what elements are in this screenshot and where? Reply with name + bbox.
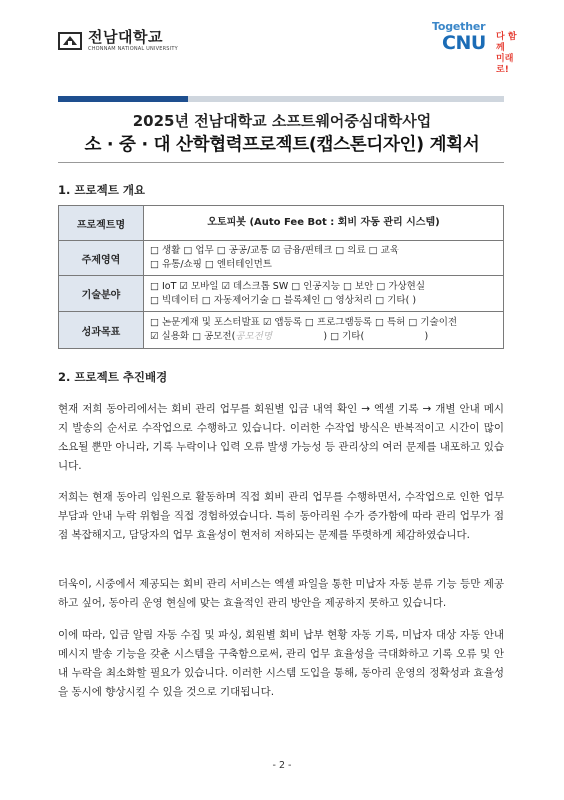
university-logo: [58, 30, 178, 52]
title-divider: [58, 162, 504, 163]
title-band: [58, 96, 504, 102]
university-english-name: CHONNAM NATIONAL UNIVERSITY: [88, 46, 178, 52]
tech-options-line-1: □ IoT ☑ 모바일 ☑ 데스크톱 SW □ 인공지능 □ 보안 □ 가상현실: [150, 280, 426, 292]
section-1-heading: 1. 프로젝트 개요: [58, 183, 146, 197]
slogan-together: Together: [432, 20, 486, 33]
goal-options-line-2b: ) □ 기타( ): [272, 331, 429, 342]
row-label-project-name: 프로젝트명: [59, 206, 144, 241]
topic-options-line-1: □ 생활 □ 업무 □ 공공/교통 ☑ 금융/핀테크 □ 의료 □ 교육: [150, 245, 400, 256]
table-row: [59, 276, 504, 312]
topic-options-line-2: □ 유통/쇼핑 □ 엔터테인먼트: [150, 259, 272, 270]
tech-options-line-2: □ 빅데이터 □ 자동제어기술 □ 블록체인 □ 영상처리 □ 기타( ): [150, 294, 417, 306]
university-name: 전남대학교: [88, 28, 163, 46]
slogan-line-1: 다 함께: [496, 32, 517, 53]
goal-options-line-2a: ☑ 실용화 □ 공모전(: [150, 331, 236, 342]
university-emblem-icon: [58, 30, 82, 52]
background-paragraph-4: 이에 따라, 입금 알림 자동 수집 및 파싱, 회원별 회비 납부 현황 자동 기록, 미납자 대상 자동 안내 메시지 발송 기능을 갖춘 시스템을 구축함으로써, 관리 업무 효율성을 극대화하고 기록 오류 및 안내 누락을 최소화할 필요가 있습니다. 이러한 시스템 도입을 통해, 동아리 운영의 정확성과 효율성을 동시에 향상시킬 수 있을 것으로 기대됩니다.: [58, 629, 504, 698]
slogan-logo: [432, 20, 522, 75]
row-label-goal: 성과목표: [59, 312, 144, 349]
page-header: [0, 0, 564, 80]
goal-options: [144, 312, 504, 349]
topic-area-options: [144, 241, 504, 276]
contest-name-hint: 공모전명: [235, 331, 273, 342]
table-row: [59, 241, 504, 276]
project-overview-table: [58, 205, 504, 349]
tech-field-options: [144, 276, 504, 312]
row-label-tech-field: 기술분야: [59, 276, 144, 312]
table-row: [59, 206, 504, 241]
goal-options-line-2: [150, 330, 497, 344]
background-paragraph-1: 현재 저희 동아리에서는 회비 관리 업무를 회원별 입금 내역 확인 → 엑셀 기록 → 개별 안내 메시지 발송의 순서로 수작업으로 수행하고 있습니다. 이러한 수작업 방식은 반복적이고 시간이 많이 소요될 뿐만 아니라, 기록 누락이나 입력 오류 발생 가능성 등 관리상의 여러 문제를 내포하고 있습니다.: [58, 403, 504, 472]
slogan-line-2: 미래로!: [496, 54, 514, 75]
background-paragraph-2: 저희는 현재 동아리 임원으로 활동하며 직접 회비 관리 업무를 수행하면서, 수작업으로 인한 업무 부담과 안내 누락 위험을 직접 경험하였습니다. 특히 동아리원 수가 증가함에 따라 관리 업무가 점점 복잡해지고, 담당자의 업무 효율성이 현저히 저하되는 문제를 뚜렷하게 체감하였습니다.: [58, 491, 504, 541]
goal-options-line-1: □ 논문게재 및 포스터발표 ☑ 앱등록 □ 프로그램등록 □ 특허 □ 기술이전: [150, 317, 458, 328]
slogan-cnu: CNU: [442, 32, 486, 54]
project-name-value: 오토피봇 (Auto Fee Bot : 회비 자동 관리 시스템): [144, 206, 504, 241]
document-title-line-1: 2025년 전남대학교 소프트웨어중심대학사업: [132, 112, 432, 130]
row-label-topic-area: 주제영역: [59, 241, 144, 276]
title-band-accent: [58, 96, 188, 102]
slogan-text: [496, 32, 522, 76]
background-paragraph-3: 더욱이, 시중에서 제공되는 회비 관리 서비스는 엑셀 파일을 통한 미납자 자동 분류 기능 등만 제공하고 싶어, 동아리 운영 현실에 맞는 효율적인 관리 방안을 제공하지 못하고 있습니다.: [58, 578, 504, 609]
section-2-heading: 2. 프로젝트 추진배경: [58, 370, 168, 384]
table-row: [59, 312, 504, 349]
document-title-line-2: 소 · 중 · 대 산학협력프로젝트(캡스톤디자인) 계획서: [84, 135, 480, 155]
page-number: - 2 -: [272, 760, 292, 771]
